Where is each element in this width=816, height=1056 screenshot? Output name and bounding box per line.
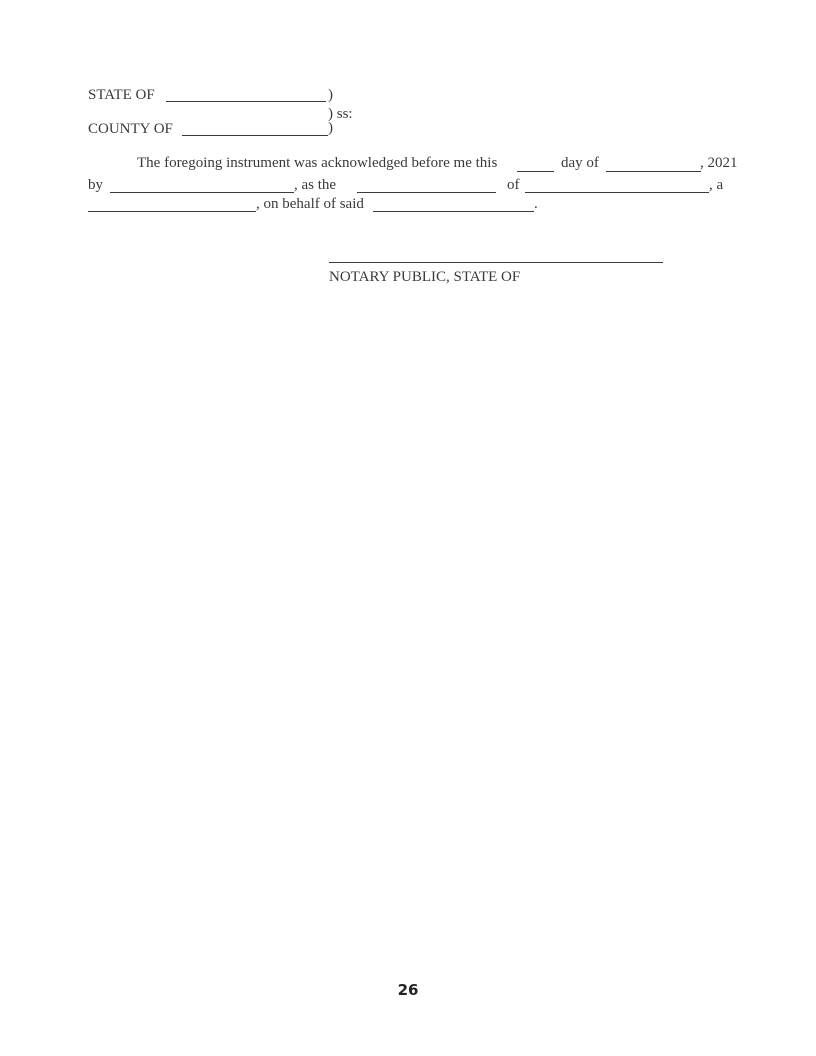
period-text: .: [534, 196, 538, 212]
comma-a-text: , a: [709, 177, 724, 193]
entity-name-blank[interactable]: [525, 192, 709, 193]
day-of-text: day of: [561, 155, 599, 171]
page-number: 26: [397, 981, 419, 999]
notary-signature-line[interactable]: [329, 262, 663, 263]
county-blank[interactable]: [182, 135, 328, 136]
day-blank[interactable]: [517, 171, 554, 172]
ack-intro-text: The foregoing instrument was acknowledged before me this: [137, 155, 498, 171]
state-of-label: STATE OF: [88, 87, 155, 103]
month-blank[interactable]: [606, 171, 701, 172]
by-text: by: [88, 177, 103, 193]
entity-behalf-blank[interactable]: [373, 211, 534, 212]
year-text: , 2021: [700, 155, 738, 171]
paren-bottom: ): [328, 120, 333, 136]
state-blank[interactable]: [166, 101, 326, 102]
notary-public-label: NOTARY PUBLIC, STATE OF: [329, 269, 521, 285]
name-blank[interactable]: [110, 192, 294, 193]
on-behalf-text: , on behalf of said: [256, 196, 364, 212]
county-of-label: COUNTY OF: [88, 121, 173, 137]
of-text: of: [507, 177, 520, 193]
ss-marker: ) ss:: [328, 106, 353, 122]
entity-type-blank[interactable]: [88, 211, 256, 212]
paren-top: ): [328, 87, 333, 103]
as-the-text: , as the: [294, 177, 337, 193]
title-blank[interactable]: [357, 192, 496, 193]
